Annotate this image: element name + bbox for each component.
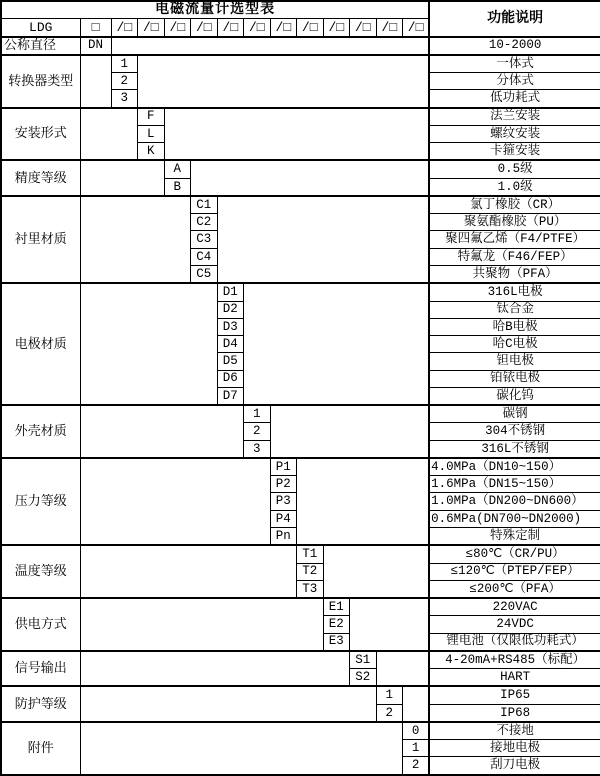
- option-row: [1, 108, 600, 126]
- model-slot-cell: /□: [138, 19, 165, 37]
- empty-span-cell: [217, 196, 429, 283]
- code-cell: P3: [270, 493, 297, 510]
- model-slot-cell: /□: [164, 19, 191, 37]
- function-cell: 氯丁橡胶（CR）: [429, 196, 600, 214]
- code-cell: 2: [403, 757, 430, 775]
- function-cell: 碳钢: [429, 405, 600, 423]
- code-cell: 0: [403, 722, 430, 740]
- page-title: 电磁流量计选型表: [1, 1, 429, 19]
- function-cell: 聚四氟乙烯（F4/PTFE）: [429, 231, 600, 248]
- category-label: 信号输出: [1, 651, 80, 687]
- empty-span-cell: [403, 686, 430, 722]
- code-cell: K: [138, 143, 165, 161]
- function-cell: IP68: [429, 704, 600, 722]
- code-cell: 1: [111, 55, 138, 73]
- model-slot-cell: /□: [217, 19, 244, 37]
- category-label: 电极材质: [1, 283, 80, 405]
- empty-span-cell: [80, 545, 297, 598]
- option-row: [1, 545, 600, 563]
- code-cell: C5: [191, 265, 218, 283]
- code-cell: B: [164, 178, 191, 196]
- model-box-cell: □: [80, 19, 111, 37]
- empty-span-cell: [376, 651, 429, 687]
- code-cell: 2: [111, 73, 138, 90]
- code-cell: L: [138, 125, 165, 142]
- function-cell: 0.6MPa(DN700~DN2000): [429, 510, 600, 527]
- code-cell: 1: [376, 686, 403, 704]
- code-cell: D6: [217, 370, 244, 387]
- category-label: 防护等级: [1, 686, 80, 722]
- code-cell: C1: [191, 196, 218, 214]
- empty-span-cell: [80, 160, 164, 196]
- function-cell: 低功耗式: [429, 90, 600, 108]
- option-row: [1, 722, 600, 740]
- category-label: 温度等级: [1, 545, 80, 598]
- option-row: [1, 196, 600, 214]
- function-cell: 哈B电极: [429, 318, 600, 335]
- code-cell: C2: [191, 214, 218, 231]
- function-cell: 特殊定制: [429, 527, 600, 545]
- code-cell: 3: [244, 440, 271, 458]
- empty-span-cell: [80, 458, 270, 545]
- option-row: [1, 651, 600, 669]
- function-cell: 4-20mA+RS485（标配）: [429, 651, 600, 669]
- function-cell: 4.0MPa（DN10~150）: [429, 458, 600, 476]
- code-cell: E3: [323, 633, 350, 651]
- empty-span-cell: [270, 405, 429, 458]
- code-cell: Pn: [270, 527, 297, 545]
- code-cell: D1: [217, 283, 244, 301]
- function-cell: IP65: [429, 686, 600, 704]
- model-slot-cell: /□: [350, 19, 377, 37]
- function-cell: 不接地: [429, 722, 600, 740]
- code-cell: C3: [191, 231, 218, 248]
- function-cell: 法兰安装: [429, 108, 600, 126]
- function-cell: 接地电极: [429, 740, 600, 757]
- function-cell: 钽电极: [429, 353, 600, 370]
- code-cell: DN: [80, 37, 111, 55]
- function-cell: 螺纹安装: [429, 125, 600, 142]
- model-slot-cell: /□: [376, 19, 403, 37]
- category-label: 转换器类型: [1, 55, 80, 108]
- code-cell: T1: [297, 545, 324, 563]
- option-row: [1, 283, 600, 301]
- function-cell: 碳化钨: [429, 387, 600, 405]
- code-cell: P1: [270, 458, 297, 476]
- empty-span-cell: [191, 160, 430, 196]
- function-cell: ≤200℃（PFA）: [429, 580, 600, 598]
- function-cell: ≤80℃（CR/PU）: [429, 545, 600, 563]
- function-cell: 一体式: [429, 55, 600, 73]
- empty-span-cell: [350, 598, 430, 651]
- code-cell: C4: [191, 248, 218, 265]
- function-cell: 220VAC: [429, 598, 600, 616]
- code-cell: S2: [350, 669, 377, 687]
- empty-span-cell: [80, 598, 323, 651]
- title-row: [1, 1, 600, 19]
- code-cell: D2: [217, 301, 244, 318]
- code-cell: T2: [297, 563, 324, 580]
- code-cell: 2: [244, 423, 271, 440]
- model-slot-cell: /□: [403, 19, 430, 37]
- function-cell: 1.0级: [429, 178, 600, 196]
- category-label: 衬里材质: [1, 196, 80, 283]
- empty-span-cell: [80, 651, 350, 687]
- function-cell: 316L电极: [429, 283, 600, 301]
- function-cell: 锂电池（仅限低功耗式）: [429, 633, 600, 651]
- function-column-header: 功能说明: [429, 1, 600, 37]
- code-cell: 1: [403, 740, 430, 757]
- category-label: 精度等级: [1, 160, 80, 196]
- empty-span-cell: [80, 283, 217, 405]
- option-row: [1, 37, 600, 55]
- function-cell: 刮刀电极: [429, 757, 600, 775]
- option-row: [1, 405, 600, 423]
- option-row: [1, 55, 600, 73]
- code-cell: E2: [323, 616, 350, 633]
- category-label: 供电方式: [1, 598, 80, 651]
- code-cell: T3: [297, 580, 324, 598]
- function-cell: 哈C电极: [429, 336, 600, 353]
- function-cell: 聚氨酯橡胶（PU）: [429, 214, 600, 231]
- empty-span-cell: [138, 55, 430, 108]
- function-cell: 共聚物（PFA）: [429, 265, 600, 283]
- model-slot-cell: /□: [111, 19, 138, 37]
- empty-span-cell: [80, 405, 244, 458]
- option-row: [1, 160, 600, 178]
- function-cell: 1.0MPa（DN200~DN600）: [429, 493, 600, 510]
- empty-span-cell: [80, 686, 376, 722]
- function-cell: 316L不锈钢: [429, 440, 600, 458]
- empty-span-cell: [80, 108, 138, 161]
- category-label: 外壳材质: [1, 405, 80, 458]
- model-slot-cell: /□: [297, 19, 324, 37]
- code-cell: 1: [244, 405, 271, 423]
- category-label: 安装形式: [1, 108, 80, 161]
- code-cell: E1: [323, 598, 350, 616]
- code-cell: D4: [217, 336, 244, 353]
- option-row: [1, 598, 600, 616]
- empty-span-cell: [80, 196, 191, 283]
- code-cell: 3: [111, 90, 138, 108]
- function-cell: 10-2000: [429, 37, 600, 55]
- empty-span-cell: [80, 55, 111, 108]
- function-cell: ≤120℃（PTEP/FEP）: [429, 563, 600, 580]
- model-slot-cell: /□: [323, 19, 350, 37]
- function-cell: 钛合金: [429, 301, 600, 318]
- empty-span-cell: [80, 722, 403, 775]
- function-cell: 304不锈钢: [429, 423, 600, 440]
- empty-span-cell: [164, 108, 429, 161]
- code-cell: 2: [376, 704, 403, 722]
- model-slot-cell: /□: [244, 19, 271, 37]
- code-cell: A: [164, 160, 191, 178]
- code-cell: S1: [350, 651, 377, 669]
- empty-span-cell: [323, 545, 429, 598]
- category-label: 附件: [1, 722, 80, 775]
- empty-span-cell: [297, 458, 430, 545]
- model-slot-cell: /□: [191, 19, 218, 37]
- code-cell: D7: [217, 387, 244, 405]
- function-cell: 1.6MPa（DN15~150）: [429, 476, 600, 493]
- option-row: [1, 686, 600, 704]
- function-cell: 卡箍安装: [429, 143, 600, 161]
- function-cell: 铂铱电极: [429, 370, 600, 387]
- code-cell: P2: [270, 476, 297, 493]
- category-label: 公称直径: [1, 37, 80, 55]
- option-row: [1, 458, 600, 476]
- function-cell: HART: [429, 669, 600, 687]
- code-cell: F: [138, 108, 165, 126]
- function-cell: 0.5级: [429, 160, 600, 178]
- function-cell: 24VDC: [429, 616, 600, 633]
- model-prefix: LDG: [1, 19, 80, 37]
- function-cell: 分体式: [429, 73, 600, 90]
- empty-span-cell: [244, 283, 430, 405]
- code-cell: D3: [217, 318, 244, 335]
- empty-span-cell: [111, 37, 429, 55]
- function-cell: 特氟龙（F46/FEP）: [429, 248, 600, 265]
- code-cell: P4: [270, 510, 297, 527]
- model-slot-cell: /□: [270, 19, 297, 37]
- category-label: 压力等级: [1, 458, 80, 545]
- code-cell: D5: [217, 353, 244, 370]
